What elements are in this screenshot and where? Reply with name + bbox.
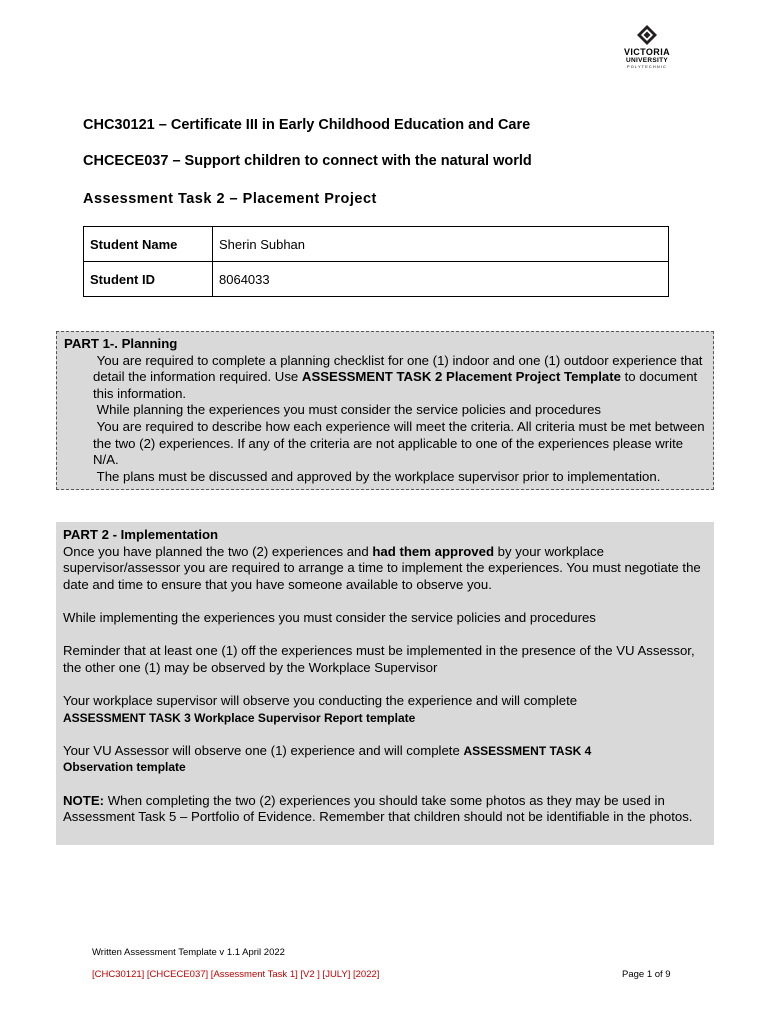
part2-implementation-box — [56, 522, 714, 845]
diamond-logo-icon — [636, 24, 658, 46]
footer-template-version: Written Assessment Template v 1.1 April 2022 — [92, 947, 285, 958]
part2-title: PART 2 - Implementation — [63, 527, 219, 542]
part2-note-label: NOTE: — [63, 792, 105, 808]
part1-template-reference: ASSESSMENT TASK 2 Placement Project Template — [301, 369, 621, 385]
part2-p4-text: Your workplace supervisor will observe you conducting the experience and will complete — [63, 692, 578, 708]
student-name-value: Sherin Subhan — [213, 227, 669, 262]
student-details-table — [83, 226, 669, 297]
part1-bullet-1-end: to document this information. — [93, 369, 698, 401]
part1-title: PART 1-. Planning — [64, 336, 178, 351]
part2-p5-text: Your VU Assessor will observe one (1) experience and will complete — [63, 742, 464, 758]
part1-bullet-2 — [64, 402, 706, 419]
part1-bullet-3 — [64, 419, 706, 469]
footer-document-codes: [CHC30121] [CHCECE037] [Assessment Task 1] [V2 ] [JULY] [2022] — [92, 969, 380, 980]
part1-bullet-3-text: You are required to describe how each experience will meet the criteria. All criteria must be met between the two (2) experiences. If any of the criteria are not applicable to one of the experiences please write N/A. — [93, 418, 705, 468]
part2-p1-end: by your workplace supervisor/assessor you are required to arrange a time to implement the experiences. You must negotiate the date and time to ensure that you have someone available to observe you. — [63, 543, 701, 592]
part2-task4-reference: ASSESSMENT TASK 4 — [463, 743, 592, 758]
student-name-label: Student Name — [84, 227, 213, 262]
part1-bullet-1 — [64, 353, 706, 403]
unit-heading: CHCECE037 – Support children to connect with the natural world — [83, 153, 532, 169]
student-id-value: 8064033 — [213, 262, 669, 297]
logo-line-victoria: VICTORIA — [623, 47, 671, 57]
part2-note — [63, 793, 707, 826]
footer-page-number: Page 1 of 9 — [622, 969, 671, 980]
part2-paragraph-4 — [63, 693, 707, 726]
part1-bullet-4 — [64, 469, 706, 486]
student-name-row — [84, 227, 669, 262]
part2-p1-bold: had them approved — [372, 543, 495, 559]
victoria-university-logo — [614, 24, 680, 70]
part2-paragraph-2: While implementing the experiences you must consider the service policies and procedures — [63, 609, 596, 625]
part1-bullet-2-text: While planning the experiences you must consider the service policies and procedures — [96, 402, 602, 418]
part2-note-text: When completing the two (2) experiences you should take some photos as they may be used in Assessment Task 5 – Portfolio of Evidence. Remember that children should not be identifiable in the photos. — [63, 792, 693, 825]
logo-line-polytechnic: POLYTECHNIC — [627, 65, 667, 69]
part2-paragraph-1 — [63, 544, 707, 594]
part2-paragraph-5 — [63, 743, 707, 776]
task-heading: Assessment Task 2 – Placement Project — [83, 191, 377, 207]
logo-line-university: UNIVERSITY — [625, 57, 668, 64]
part1-bullet-1-text: You are required to complete a planning checklist for one (1) indoor and one (1) outdoor experience that detail the information required. Use — [93, 352, 703, 385]
student-id-label: Student ID — [84, 262, 213, 297]
course-heading: CHC30121 – Certificate III in Early Childhood Education and Care — [83, 117, 531, 133]
part2-task3-reference: ASSESSMENT TASK 3 Workplace Supervisor Report template — [63, 710, 416, 725]
part1-planning-box — [56, 331, 714, 490]
part2-observation-template: Observation template — [63, 760, 186, 775]
part2-p1-start: Once you have planned the two (2) experiences and — [63, 543, 373, 559]
part2-paragraph-3: Reminder that at least one (1) off the experiences must be implemented in the presence of the VU Assessor, the other one (1) may be observed by the Workplace Supervisor — [63, 643, 695, 675]
student-id-row — [84, 262, 669, 297]
part1-bullet-4-text: The plans must be discussed and approved by the workplace supervisor prior to implementation. — [96, 468, 661, 484]
